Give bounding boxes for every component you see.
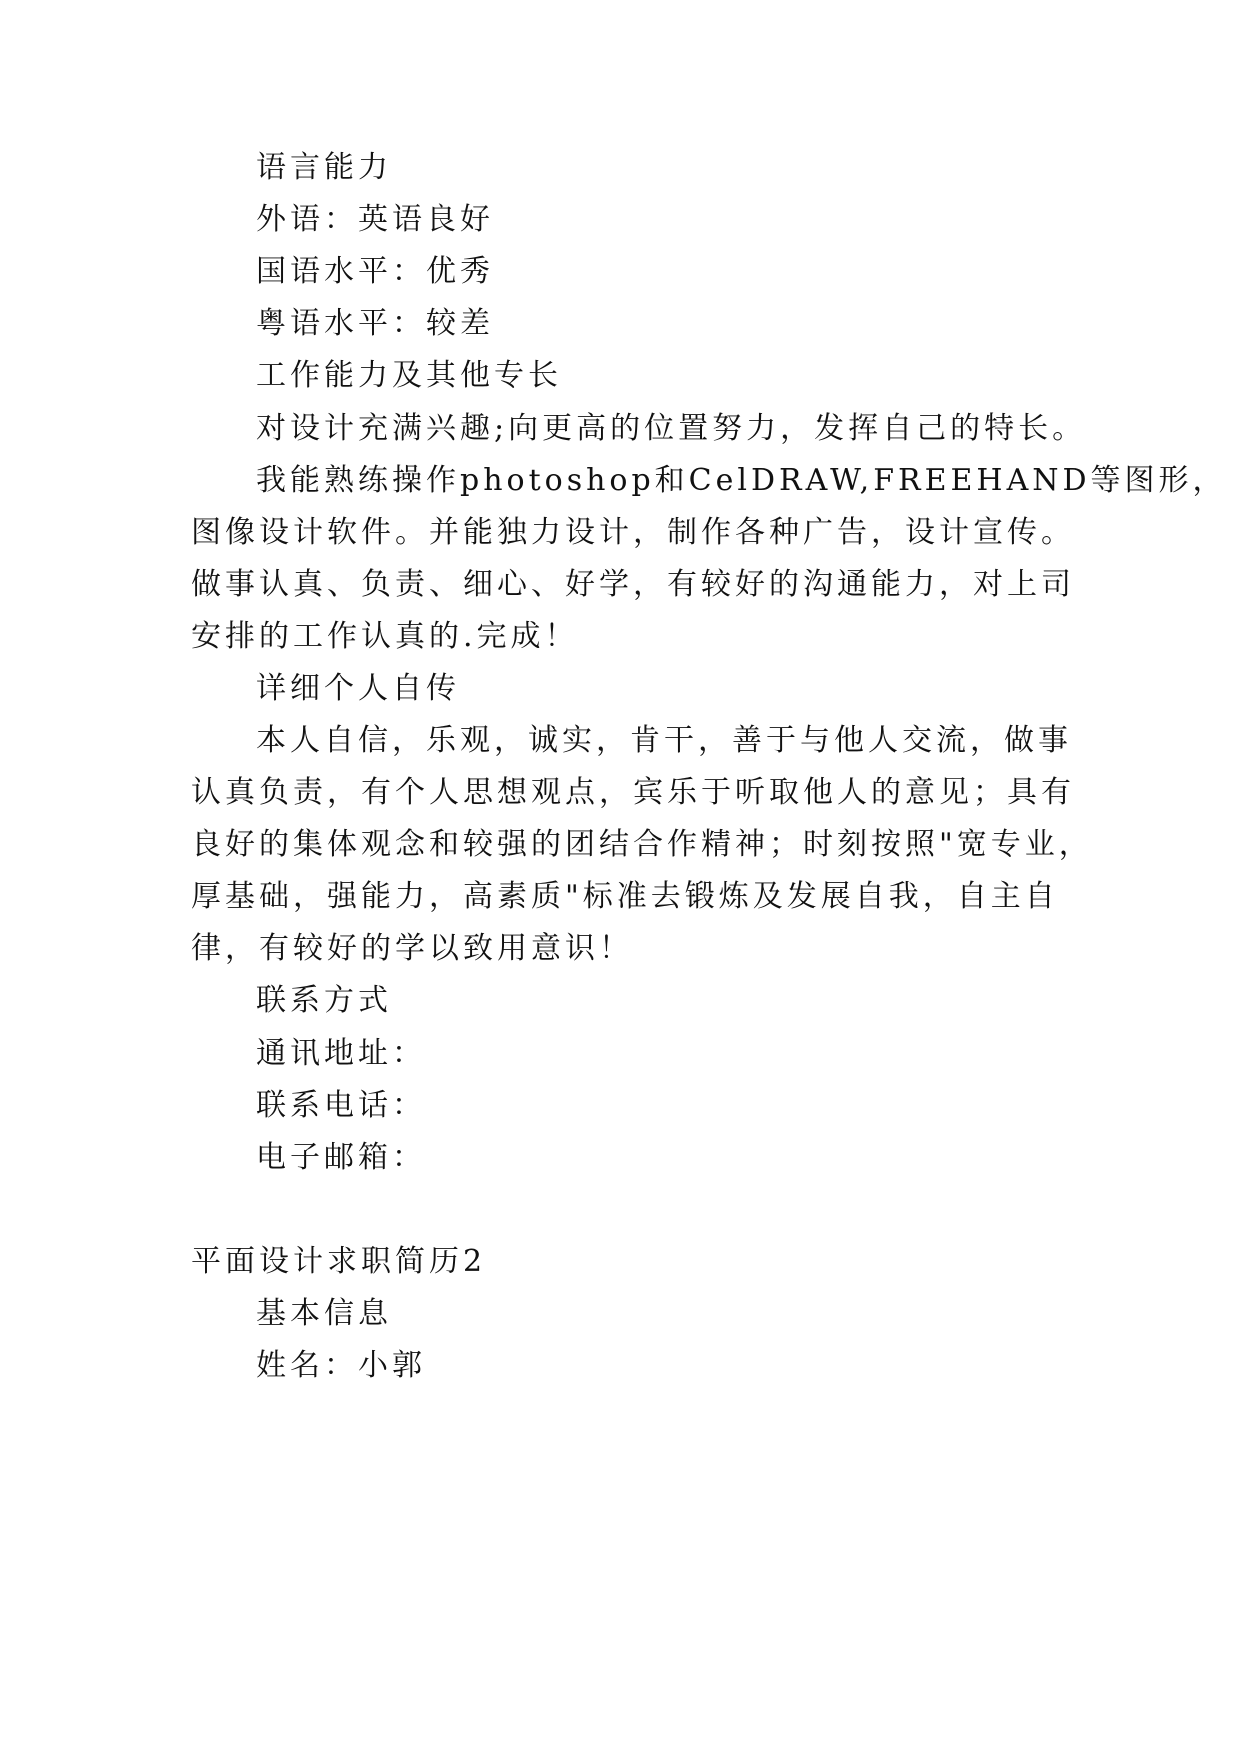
skills-paragraph-line-5: 安排的工作认真的.完成！ [191,619,579,654]
heading-work-ability: 工作能力及其他专长 [256,358,562,393]
heading-basic-info: 基本信息 [256,1296,392,1331]
cantonese-level-line: 粤语水平：较差 [256,306,494,341]
skills-paragraph-line-2: 我能熟练操作photoshop和CelDRAW,FREEHAND等图形， [256,463,1227,498]
autobiography-line-4: 厚基础，强能力，高素质"标准去锻炼及发展自我，自主自 [191,879,1059,914]
heading-contact: 联系方式 [256,983,392,1018]
autobiography-line-3: 良好的集体观念和较强的团结合作精神；时刻按照"宽专业， [191,827,1093,862]
email-line: 电子邮箱： [256,1140,426,1175]
skills-paragraph-line-4: 做事认真、负责、细心、好学，有较好的沟通能力，对上司 [191,567,1075,602]
name-line: 姓名：小郭 [256,1348,426,1383]
skills-paragraph-line-3: 图像设计软件。并能独力设计，制作各种广告，设计宣传。 [191,515,1075,550]
phone-line: 联系电话： [256,1088,426,1123]
address-line: 通讯地址： [256,1036,426,1071]
skills-paragraph-line-1: 对设计充满兴趣;向更高的位置努力，发挥自己的特长。 [256,411,1087,446]
resume-2-title: 平面设计求职简历2 [191,1244,487,1279]
mandarin-level-line: 国语水平：优秀 [256,254,494,289]
autobiography-line-5: 律，有较好的学以致用意识！ [191,931,633,966]
autobiography-line-2: 认真负责，有个人思想观点，宾乐于听取他人的意见；具有 [191,775,1075,810]
autobiography-line-1: 本人自信，乐观，诚实，肯干，善于与他人交流，做事 [256,723,1072,758]
foreign-language-line: 外语：英语良好 [256,202,494,237]
heading-autobiography: 详细个人自传 [256,671,460,706]
heading-language-ability: 语言能力 [256,150,392,185]
